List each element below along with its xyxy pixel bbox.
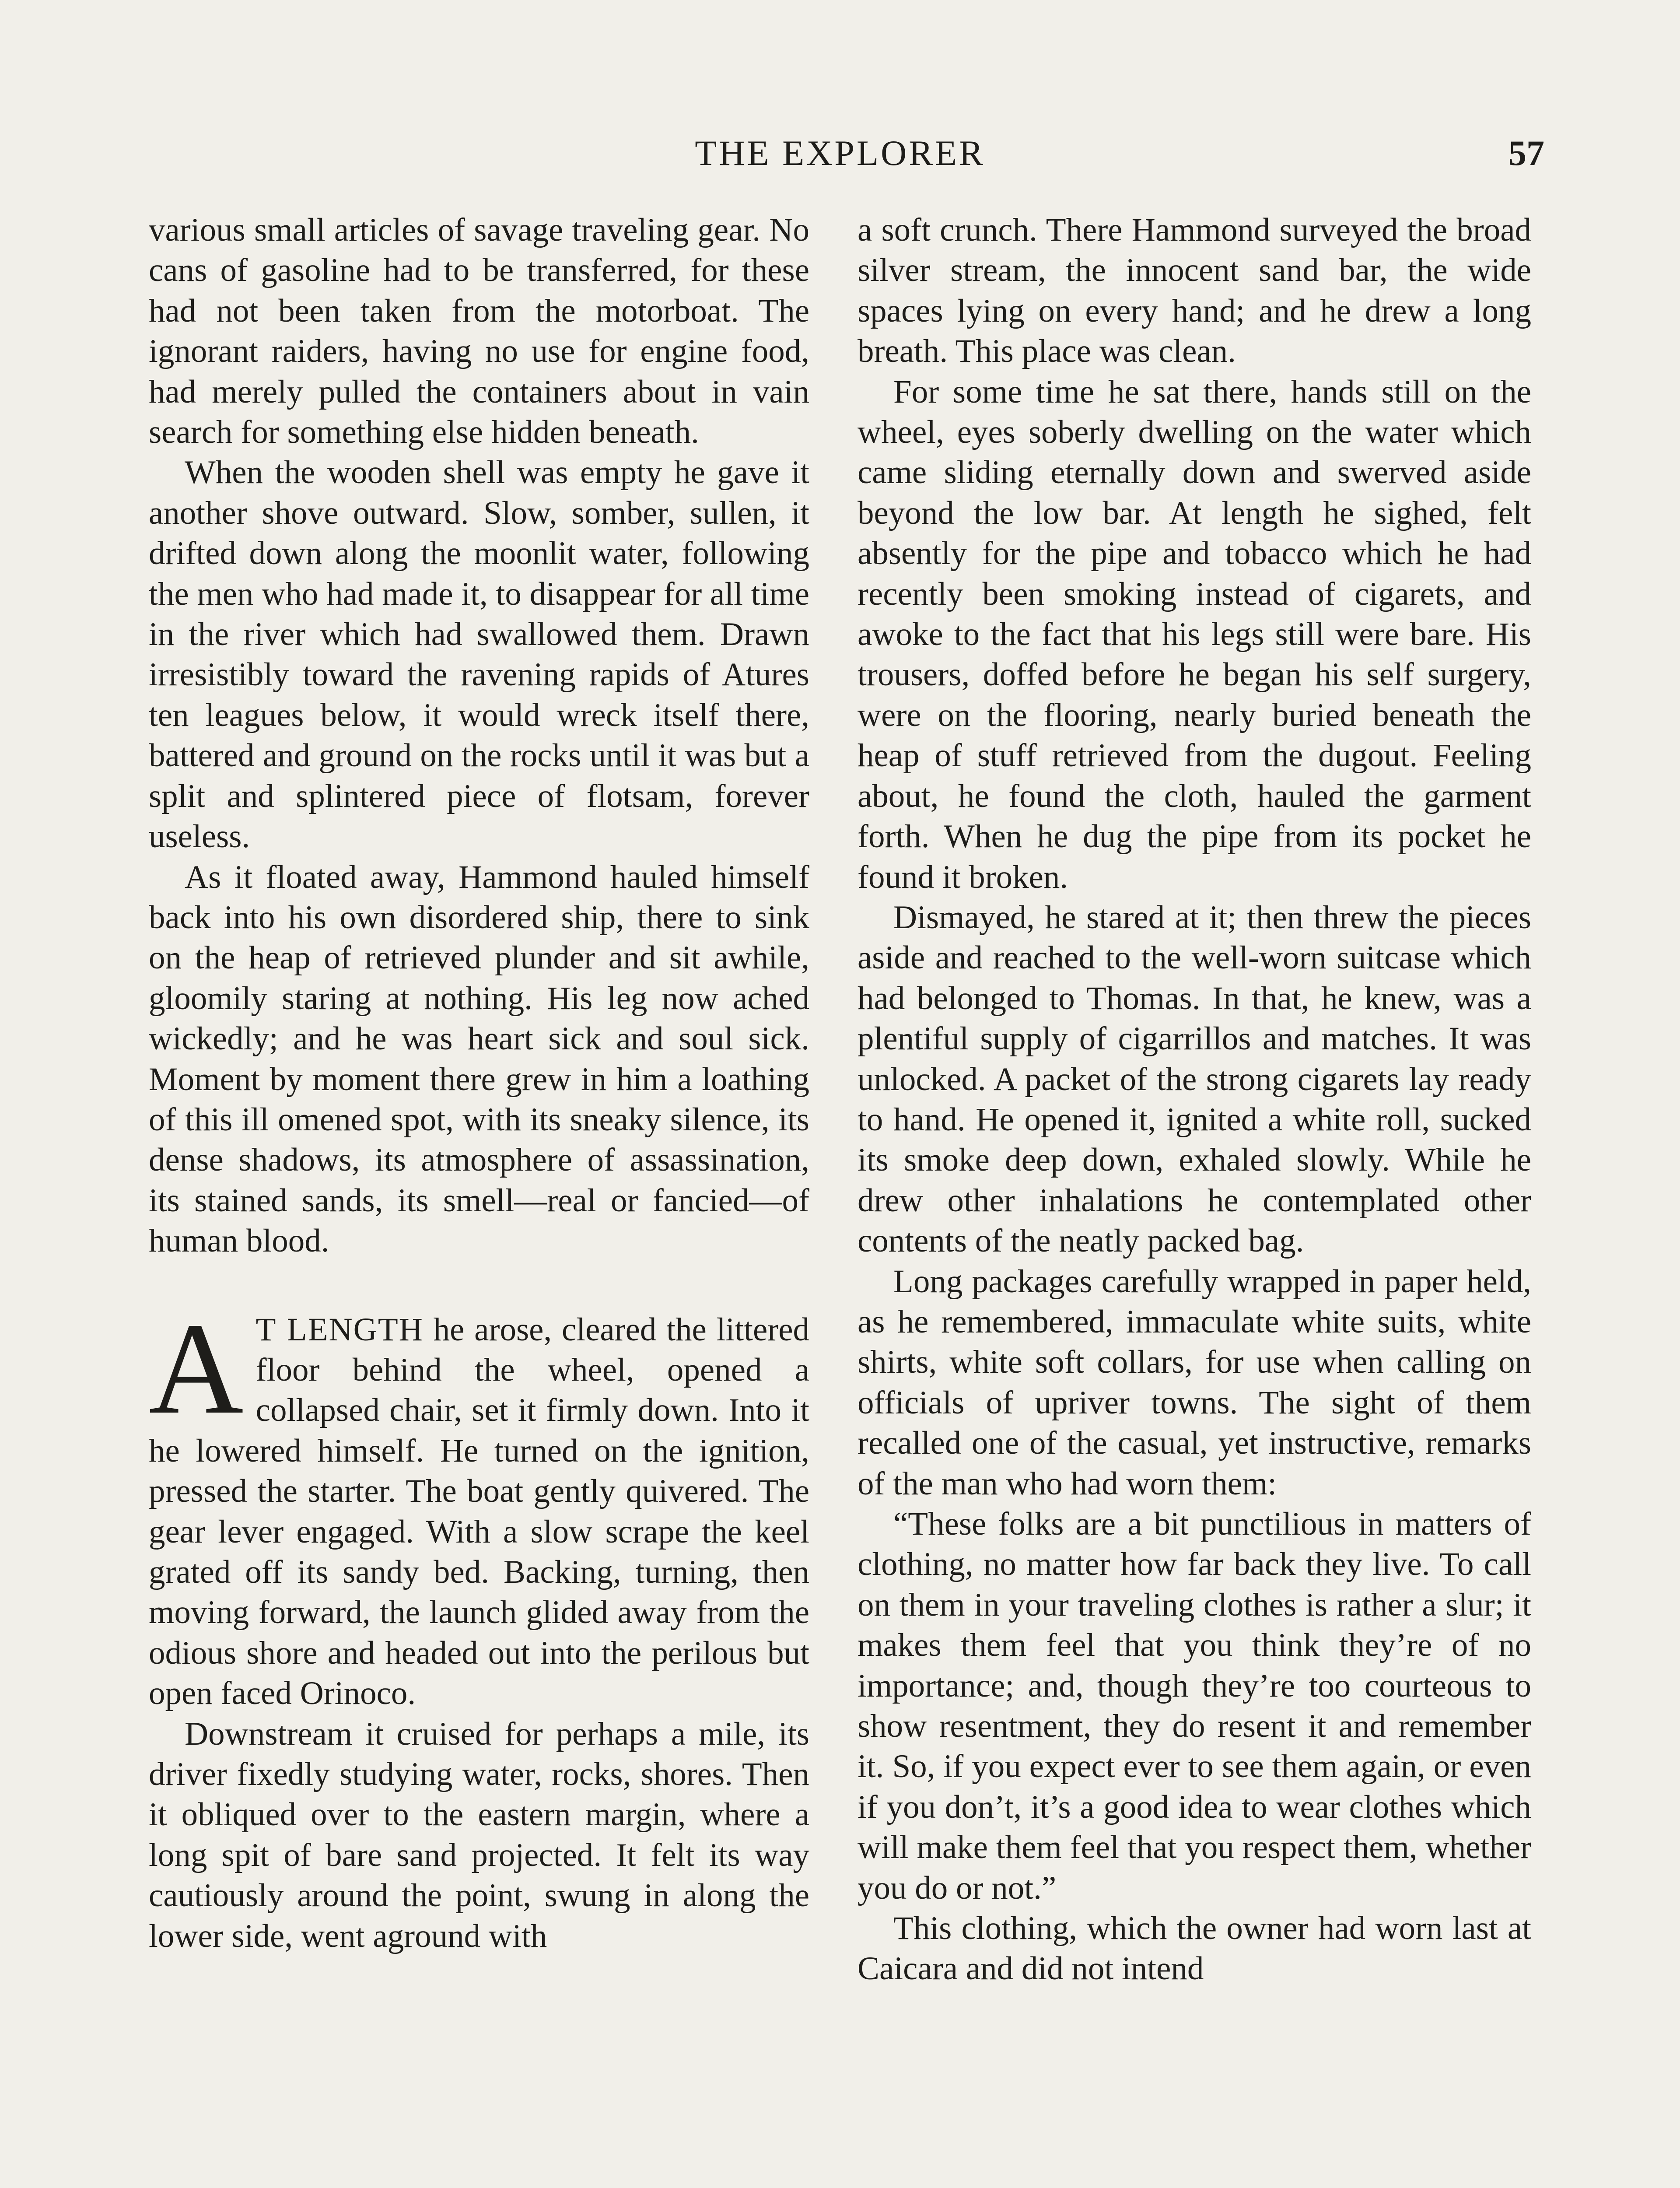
paragraph: a soft crunch. There Hammond surveyed the broad silver stream, the innocent sand bar, the wide spaces lying on every hand; and he drew a long breath. This place was clean. <box>858 212 1531 370</box>
paragraph: Downstream it cruised for perhaps a mile, its driver fixedly studying water, rocks, shores. Then it obliqued over to the eastern margin, where a long spit of bare sand projected. It felt its way cautiously around the point, swung in along the lower side, went aground with <box>149 1715 809 1954</box>
page-header <box>0 127 1680 179</box>
lead-in-text: T LENGTH <box>256 1311 424 1348</box>
paragraph: Long packages carefully wrapped in paper held, as he remembered, immaculate white suits, white shirts, white soft collars, for use when calling on officials of upriver towns. The sight of them recalled one of the casual, yet instructive, remarks of the man who had worn them: <box>858 1263 1531 1502</box>
paragraph: As it floated away, Hammond hauled himself back into his own disordered ship, there to sink on the heap of retrieved plunder and sit awhile, gloomily staring at nothing. His leg now ached wickedly; and he was heart sick and soul sick. Moment by moment there grew in him a loathing of this ill omened spot, with its sneaky silence, its dense shadows, its atmosphere of assassination, its stained sands, its smell—real or fancied—of human blood. <box>149 859 809 1259</box>
paragraph: This clothing, which the owner had worn last at Caicara and did not intend <box>858 1910 1531 1987</box>
drop-cap: A <box>149 1295 244 1441</box>
paragraph: For some time he sat there, hands still on the wheel, eyes soberly dwelling on the water which came sliding eternally down and swerved aside beyond the low bar. At length he sighed, felt absently for the pipe and tobacco which he had recently been smoking instead of cigarets, and awoke to the fact that his legs still were bare. His trousers, doffed before he began his self surgery, were on the flooring, nearly buried beneath the heap of stuff retrieved from the dugout. Feeling about, he found the cloth, hauled the garment forth. When he dug the pipe from its pocket he found it broken. <box>858 373 1531 895</box>
left-column <box>149 210 809 1957</box>
paragraph: various small articles of savage traveling gear. No cans of gasoline had to be transferred, for these had not been taken from the motorboat. The ignorant raiders, having no use for engine food, had merely pulled the containers about in vain search for something else hidden beneath. <box>149 212 809 451</box>
running-head: THE EXPLORER <box>695 133 985 173</box>
paragraph-text: he arose, cleared the littered floor behind the wheel, opened a collapsed chair, set it firmly down. Into it he lowered himself. He turned on the ignition, pressed the starter. The boat gently quivered. The gear lever engaged. With a slow scrape the keel grated off its sandy bed. Backing, turning, then moving forward, the launch glided away from the odious shore and headed out into the perilous but open faced Orinoco. <box>149 1311 809 1712</box>
page-number: 57 <box>1508 133 1544 173</box>
paragraph: “These folks are a bit punctilious in matters of clothing, no matter how far back they live. To call on them in your traveling clothes is rather a slur; it makes them feel that you think they’re of no importance; and, though they’re too courteous to show resentment, they do resent it and remember it. So, if you expect ever to see them again, or even if you don’t, it’s a good idea to wear clothes which will make them feel that you respect them, whether you do or not.” <box>858 1506 1531 1906</box>
section-opening-paragraph <box>149 1295 809 1714</box>
section-break <box>149 1262 809 1310</box>
paragraph: When the wooden shell was empty he gave it another shove outward. Slow, somber, sullen, it drifted down along the moonlit water, following the men who had made it, to disappear for all time in the river which had swallowed them. Drawn irresistibly toward the ravening rapids of Atures ten leagues below, it would wreck itself there, battered and ground on the rocks until it was but a split and splintered piece of flotsam, forever useless. <box>149 454 809 855</box>
paragraph: Dismayed, he stared at it; then threw the pieces aside and reached to the well-worn suitcase which had belonged to Thomas. In that, he knew, was a plentiful supply of cigarrillos and matches. It was unlocked. A packet of the strong cigarets lay ready to hand. He opened it, ignited a white roll, sucked its smoke deep down, exhaled slowly. While he drew other inhalations he contemplated other contents of the neatly packed bag. <box>858 899 1531 1259</box>
right-column <box>858 210 1531 1989</box>
